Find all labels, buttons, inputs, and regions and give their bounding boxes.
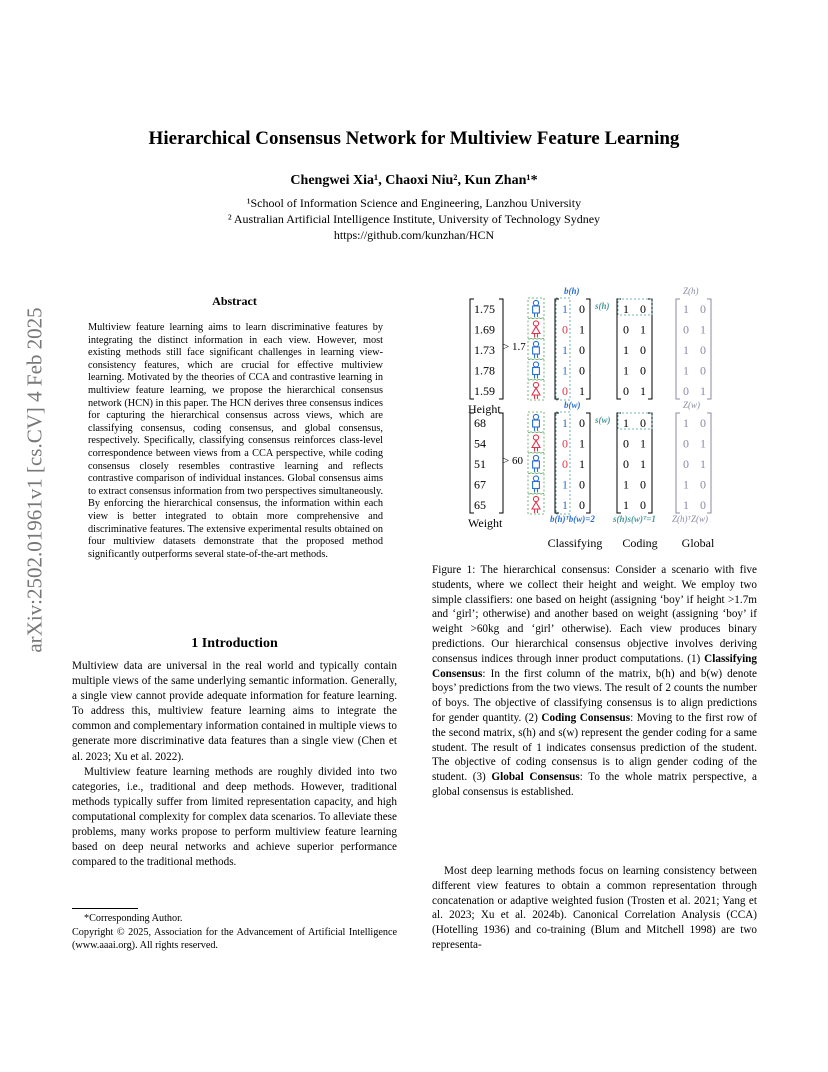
- weight-z-cell-3-1: 0: [700, 477, 706, 492]
- repository-url[interactable]: https://github.com/kunzhan/HCN: [333, 228, 495, 242]
- affiliation-1: ¹School of Information Science and Engineering, Lanzhou University: [246, 196, 582, 210]
- weight-s-cell-3-1: 0: [640, 477, 646, 492]
- height-b-cell-1-1: 1: [579, 322, 585, 337]
- weight-s-label: s(w): [595, 415, 611, 425]
- figure-caption-coding: Coding: [622, 536, 658, 550]
- height-s-cell-1-0: 0: [623, 322, 629, 337]
- height-b-label: b(h): [564, 286, 580, 296]
- weight-b-matrix-bracket-right: [586, 413, 590, 513]
- height-s-matrix-bracket-left: [617, 299, 621, 399]
- weight-student-icon-2-head: [533, 455, 538, 460]
- weight-s-cell-4-1: 0: [640, 498, 646, 512]
- height-s-cell-3-1: 0: [640, 363, 646, 378]
- weight-student-frame-4: [528, 494, 544, 514]
- height-student-icon-0-head: [533, 300, 538, 305]
- height-student-frame-3: [528, 360, 544, 380]
- caption-bold-classifying: Classifying Consensus: [432, 652, 757, 680]
- weight-b-cell-2-0: 0: [562, 457, 568, 471]
- figure-1-caption: [432, 563, 757, 800]
- caption-bold-coding: Coding Consensus: [541, 711, 631, 724]
- height-student-frame-0: [528, 298, 544, 318]
- height-z-cell-4-1: 1: [700, 384, 706, 398]
- weight-student-icon-4-head: [533, 496, 538, 501]
- weight-threshold: > 60: [503, 455, 523, 467]
- weight-value-1: 54: [474, 436, 486, 451]
- height-z-cell-1-1: 1: [700, 322, 706, 337]
- height-z-cell-3-1: 0: [700, 363, 706, 378]
- weight-z-cell-3-0: 1: [683, 477, 689, 492]
- height-b-cell-2-1: 0: [579, 343, 585, 357]
- arxiv-identifier: [20, 290, 50, 670]
- weight-value-0: 68: [474, 416, 486, 430]
- weight-z-cell-0-1: 0: [700, 416, 706, 430]
- weight-b-cell-1-1: 1: [579, 436, 585, 451]
- formula-classifying: b(h)ᵀb(w)=2: [550, 514, 595, 524]
- weight-b-cell-0-0: 1: [562, 416, 568, 430]
- height-student-icon-2-body: [533, 347, 540, 354]
- formula-coding: s(h)s(w)ᵀ=1: [613, 514, 656, 524]
- height-z-cell-4-0: 0: [683, 384, 689, 398]
- weight-student-frame-0: [528, 412, 544, 432]
- height-value-0: 1.75: [474, 302, 495, 316]
- weight-s-matrix-bracket-left: [617, 413, 621, 513]
- caption-part-4: : To the whole matrix perspective, a global consensus is established.: [432, 771, 757, 798]
- weight-student-icon-4-body: [532, 502, 540, 509]
- footnote-rule: [72, 908, 138, 909]
- height-student-icon-3-head: [533, 362, 538, 367]
- weight-b-cell-3-1: 0: [579, 477, 585, 492]
- weight-s-cell-4-0: 1: [623, 498, 629, 512]
- abstract-heading: Abstract: [212, 294, 257, 308]
- height-z-cell-0-0: 1: [683, 302, 689, 316]
- figure-caption-global: Global: [681, 536, 715, 550]
- weight-s-cell-1-0: 0: [623, 436, 629, 451]
- introduction-body: [72, 659, 397, 870]
- weight-b-label: b(w): [564, 400, 581, 410]
- height-value-4: 1.59: [474, 384, 495, 398]
- height-z-label: Z(h): [683, 286, 699, 296]
- height-threshold: > 1.7: [503, 341, 526, 353]
- arxiv-identifier-text: arXiv:2502.01961v1 [cs.CV] 4 Feb 2025: [22, 307, 47, 653]
- intro-paragraph-2: Multiview feature learning methods are roughly divided into two categories, i.e., traditional and deep methods. However, traditional methods typically suffer from limited representation capacity, and high computational complexity for complex data scenarios. To alleviate these problems, many works propose to perform multiview feature learning based on deep neural networks and achieve superior performance compared to the traditional methods.: [72, 765, 397, 869]
- height-student-frame-1: [528, 319, 544, 339]
- weight-b-cell-4-0: 1: [562, 498, 568, 512]
- height-z-cell-2-0: 1: [683, 343, 689, 357]
- weight-z-cell-0-0: 1: [683, 416, 689, 430]
- weight-z-cell-1-1: 1: [700, 436, 706, 451]
- figure-caption-classifying: Classifying: [547, 536, 603, 550]
- weight-z-cell-2-0: 0: [683, 457, 689, 471]
- paper-title: Hierarchical Consensus Network for Multiview Feature Learning: [148, 128, 680, 149]
- height-s-cell-2-0: 1: [623, 343, 629, 357]
- height-s-cell-1-1: 1: [640, 322, 646, 337]
- height-b-matrix-bracket-left: [555, 299, 559, 399]
- author-list: Chengwei Xia¹, Chaoxi Niu², Kun Zhan¹*: [290, 173, 538, 188]
- height-student-icon-1-body: [532, 327, 540, 334]
- weight-z-matrix-bracket-left: [676, 413, 680, 513]
- height-b-cell-3-1: 0: [579, 363, 585, 378]
- weight-student-frame-2: [528, 453, 544, 473]
- height-student-icon-2-head: [533, 341, 538, 346]
- weight-z-label: Z(w): [683, 400, 701, 410]
- weight-student-icon-3-body: [533, 482, 540, 489]
- height-z-cell-2-1: 0: [700, 343, 706, 357]
- height-s-matrix-bracket-right: [648, 299, 652, 399]
- weight-b-matrix-bracket-left: [555, 413, 559, 513]
- weight-b-cell-2-1: 1: [579, 457, 585, 471]
- weight-s-cell-1-1: 1: [640, 436, 646, 451]
- weight-student-icon-3-head: [533, 476, 538, 481]
- height-b-cell-3-0: 1: [562, 363, 568, 378]
- height-value-2: 1.73: [474, 343, 495, 357]
- height-student-icon-3-body: [533, 368, 540, 375]
- height-z-matrix-bracket-right: [707, 299, 711, 399]
- height-student-icon-0-body: [533, 306, 540, 313]
- weight-student-frame-1: [528, 433, 544, 453]
- figure-1: [440, 286, 730, 556]
- height-s-label: s(h): [595, 301, 610, 311]
- weight-b-cell-1-0: 0: [562, 436, 568, 451]
- weight-student-frame-3: [528, 474, 544, 494]
- weight-axis-label: Weight: [468, 516, 503, 530]
- weight-z-cell-4-1: 0: [700, 498, 706, 512]
- height-student-icon-1-head: [533, 321, 538, 326]
- weight-student-icon-0-body: [533, 420, 540, 427]
- weight-s-matrix-bracket-right: [648, 413, 652, 513]
- caption-part-3: : Moving to the first row of the second matrix, s(h) and s(w) represent the gender coding for a same student. The result of 1 indicates consensus prediction of the student. The objective of coding consensus is to align gender coding of the student. (3): [432, 711, 758, 784]
- height-z-cell-3-0: 1: [683, 363, 689, 378]
- copyright-note: Copyright © 2025, Association for the Advancement of Artificial Intelligence (www.aaai.org). All rights reserved.: [72, 927, 397, 951]
- weight-s-cell-0-0: 1: [623, 416, 629, 430]
- weight-z-cell-2-1: 1: [700, 457, 706, 471]
- weight-b-cell-0-1: 0: [579, 416, 585, 430]
- caption-part-2: : In the first column of the matrix, b(h) and b(w) denote boys’ predictions from the two views. The result of 2 counts the number of boys. The objective of classifying consensus is to align predictions for gender quantity. (2): [432, 667, 757, 724]
- height-b-matrix-bracket-right: [586, 299, 590, 399]
- weight-s-cell-3-0: 1: [623, 477, 629, 492]
- height-value-1: 1.69: [474, 322, 495, 337]
- height-s-cell-4-0: 0: [623, 384, 629, 398]
- weight-z-matrix-bracket-right: [707, 413, 711, 513]
- caption-bold-global: Global Consensus: [491, 771, 580, 784]
- height-b-cell-2-0: 1: [562, 343, 568, 357]
- weight-value-2: 51: [474, 457, 486, 471]
- weight-student-icon-2-body: [533, 461, 540, 468]
- height-value-3: 1.78: [474, 363, 495, 378]
- caption-part-1: Figure 1: The hierarchical consensus: Consider a scenario with five students, where we collect their height and weight. We employ two simple classifiers: one based on height (assigning ‘boy’ if height >1.7m and ‘girl’; otherwise) and another based on weight (assigning ‘boy’ if weight >60kg and ‘girl’ otherwise). Each view produces binary predictions. Our hierarchical consensus objective involves deriving consensus indices through inner product computations. (1): [432, 564, 757, 665]
- weight-z-cell-1-0: 0: [683, 436, 689, 451]
- height-z-matrix-bracket-left: [676, 299, 680, 399]
- height-student-icon-4-head: [533, 382, 538, 387]
- weight-value-3: 67: [474, 477, 486, 492]
- weight-s-cell-0-1: 0: [640, 416, 646, 430]
- height-student-frame-4: [528, 380, 544, 400]
- height-student-icon-4-body: [532, 388, 540, 395]
- height-b-cell-0-0: 1: [562, 302, 568, 316]
- height-s-cell-0-0: 1: [623, 302, 629, 316]
- right-column-paragraph: Most deep learning methods focus on learning consistency between different view features to obtain a common representation through concatenation or adaptive weighted fusion (Trosten et al. 2021; Yang et al. 2023; Xu et al. 2024b). Canonical Correlation Analysis (CCA) (Hotelling 1936) and co-training (Blum and Mitchell 1998) are two representa-: [432, 865, 757, 951]
- affiliation-2: ² Australian Artificial Intelligence Institute, University of Technology Sydney: [227, 212, 601, 226]
- height-s-cell-3-0: 1: [623, 363, 629, 378]
- height-z-cell-1-0: 0: [683, 322, 689, 337]
- introduction-heading: 1 Introduction: [191, 636, 278, 651]
- height-b-cell-4-0: 0: [562, 384, 568, 398]
- weight-value-4: 65: [474, 498, 486, 512]
- height-student-frame-2: [528, 339, 544, 359]
- weight-student-icon-1-head: [533, 435, 538, 440]
- weight-student-icon-0-head: [533, 414, 538, 419]
- figure-1-canvas: [440, 286, 730, 556]
- height-axis-label: Height: [468, 402, 501, 416]
- weight-b-cell-4-1: 0: [579, 498, 585, 512]
- height-s-cell-2-1: 0: [640, 343, 646, 357]
- formula-global: Z(h)ᵀZ(w): [672, 514, 708, 524]
- height-b-cell-0-1: 0: [579, 302, 585, 316]
- height-b-cell-4-1: 1: [579, 384, 585, 398]
- weight-s-cell-2-0: 0: [623, 457, 629, 471]
- weight-student-icon-1-body: [532, 441, 540, 448]
- weight-b-cell-3-0: 1: [562, 477, 568, 492]
- corresponding-author-note: *Corresponding Author.: [84, 913, 183, 924]
- height-s-cell-4-1: 1: [640, 384, 646, 398]
- height-s-cell-0-1: 0: [640, 302, 646, 316]
- height-b-cell-1-0: 0: [562, 322, 568, 337]
- intro-paragraph-1: Multiview data are universal in the real world and typically contain multiple views of the same underlying semantic information. Generally, a single view cannot provide adequate information for feature learning. To address this, multiview feature learning aims to integrate the common and complementary information contained in multiple views to generate more discriminative data features than a single view (Chen et al. 2023; Xu et al. 2022).: [72, 660, 397, 763]
- abstract-body: Multiview feature learning aims to learn discriminative features by integrating the distinct information in each view. However, most existing methods still face significant challenges in learning view-consistency features, which are crucial for effective multiview learning. Motivated by the theories of CCA and contrastive learning in multiview feature learning, we propose the hierarchical consensus network (HCN) in this paper. The HCN derives three consensus indices for capturing the hierarchical consensus across views, which are classifying consensus, coding consensus, and global consensus, respectively. Specifically, classifying consensus reinforces class-level correspondence between views from a CCA perspective, while coding consensus closely resembles contrastive learning and reflects contrastive comparison of individual instances. Global consensus aims to extract consensus information from two perspectives simultaneously. By enforcing the hierarchical consensus, the information within each view is better integrated to obtain more comprehensive and discriminative features. The extensive experimental results obtained on four multiview datasets demonstrate that the proposed method significantly outperforms several state-of-the-art methods.: [88, 322, 384, 560]
- weight-z-cell-4-0: 1: [683, 498, 689, 512]
- height-z-cell-0-1: 0: [700, 302, 706, 316]
- weight-s-cell-2-1: 1: [640, 457, 646, 471]
